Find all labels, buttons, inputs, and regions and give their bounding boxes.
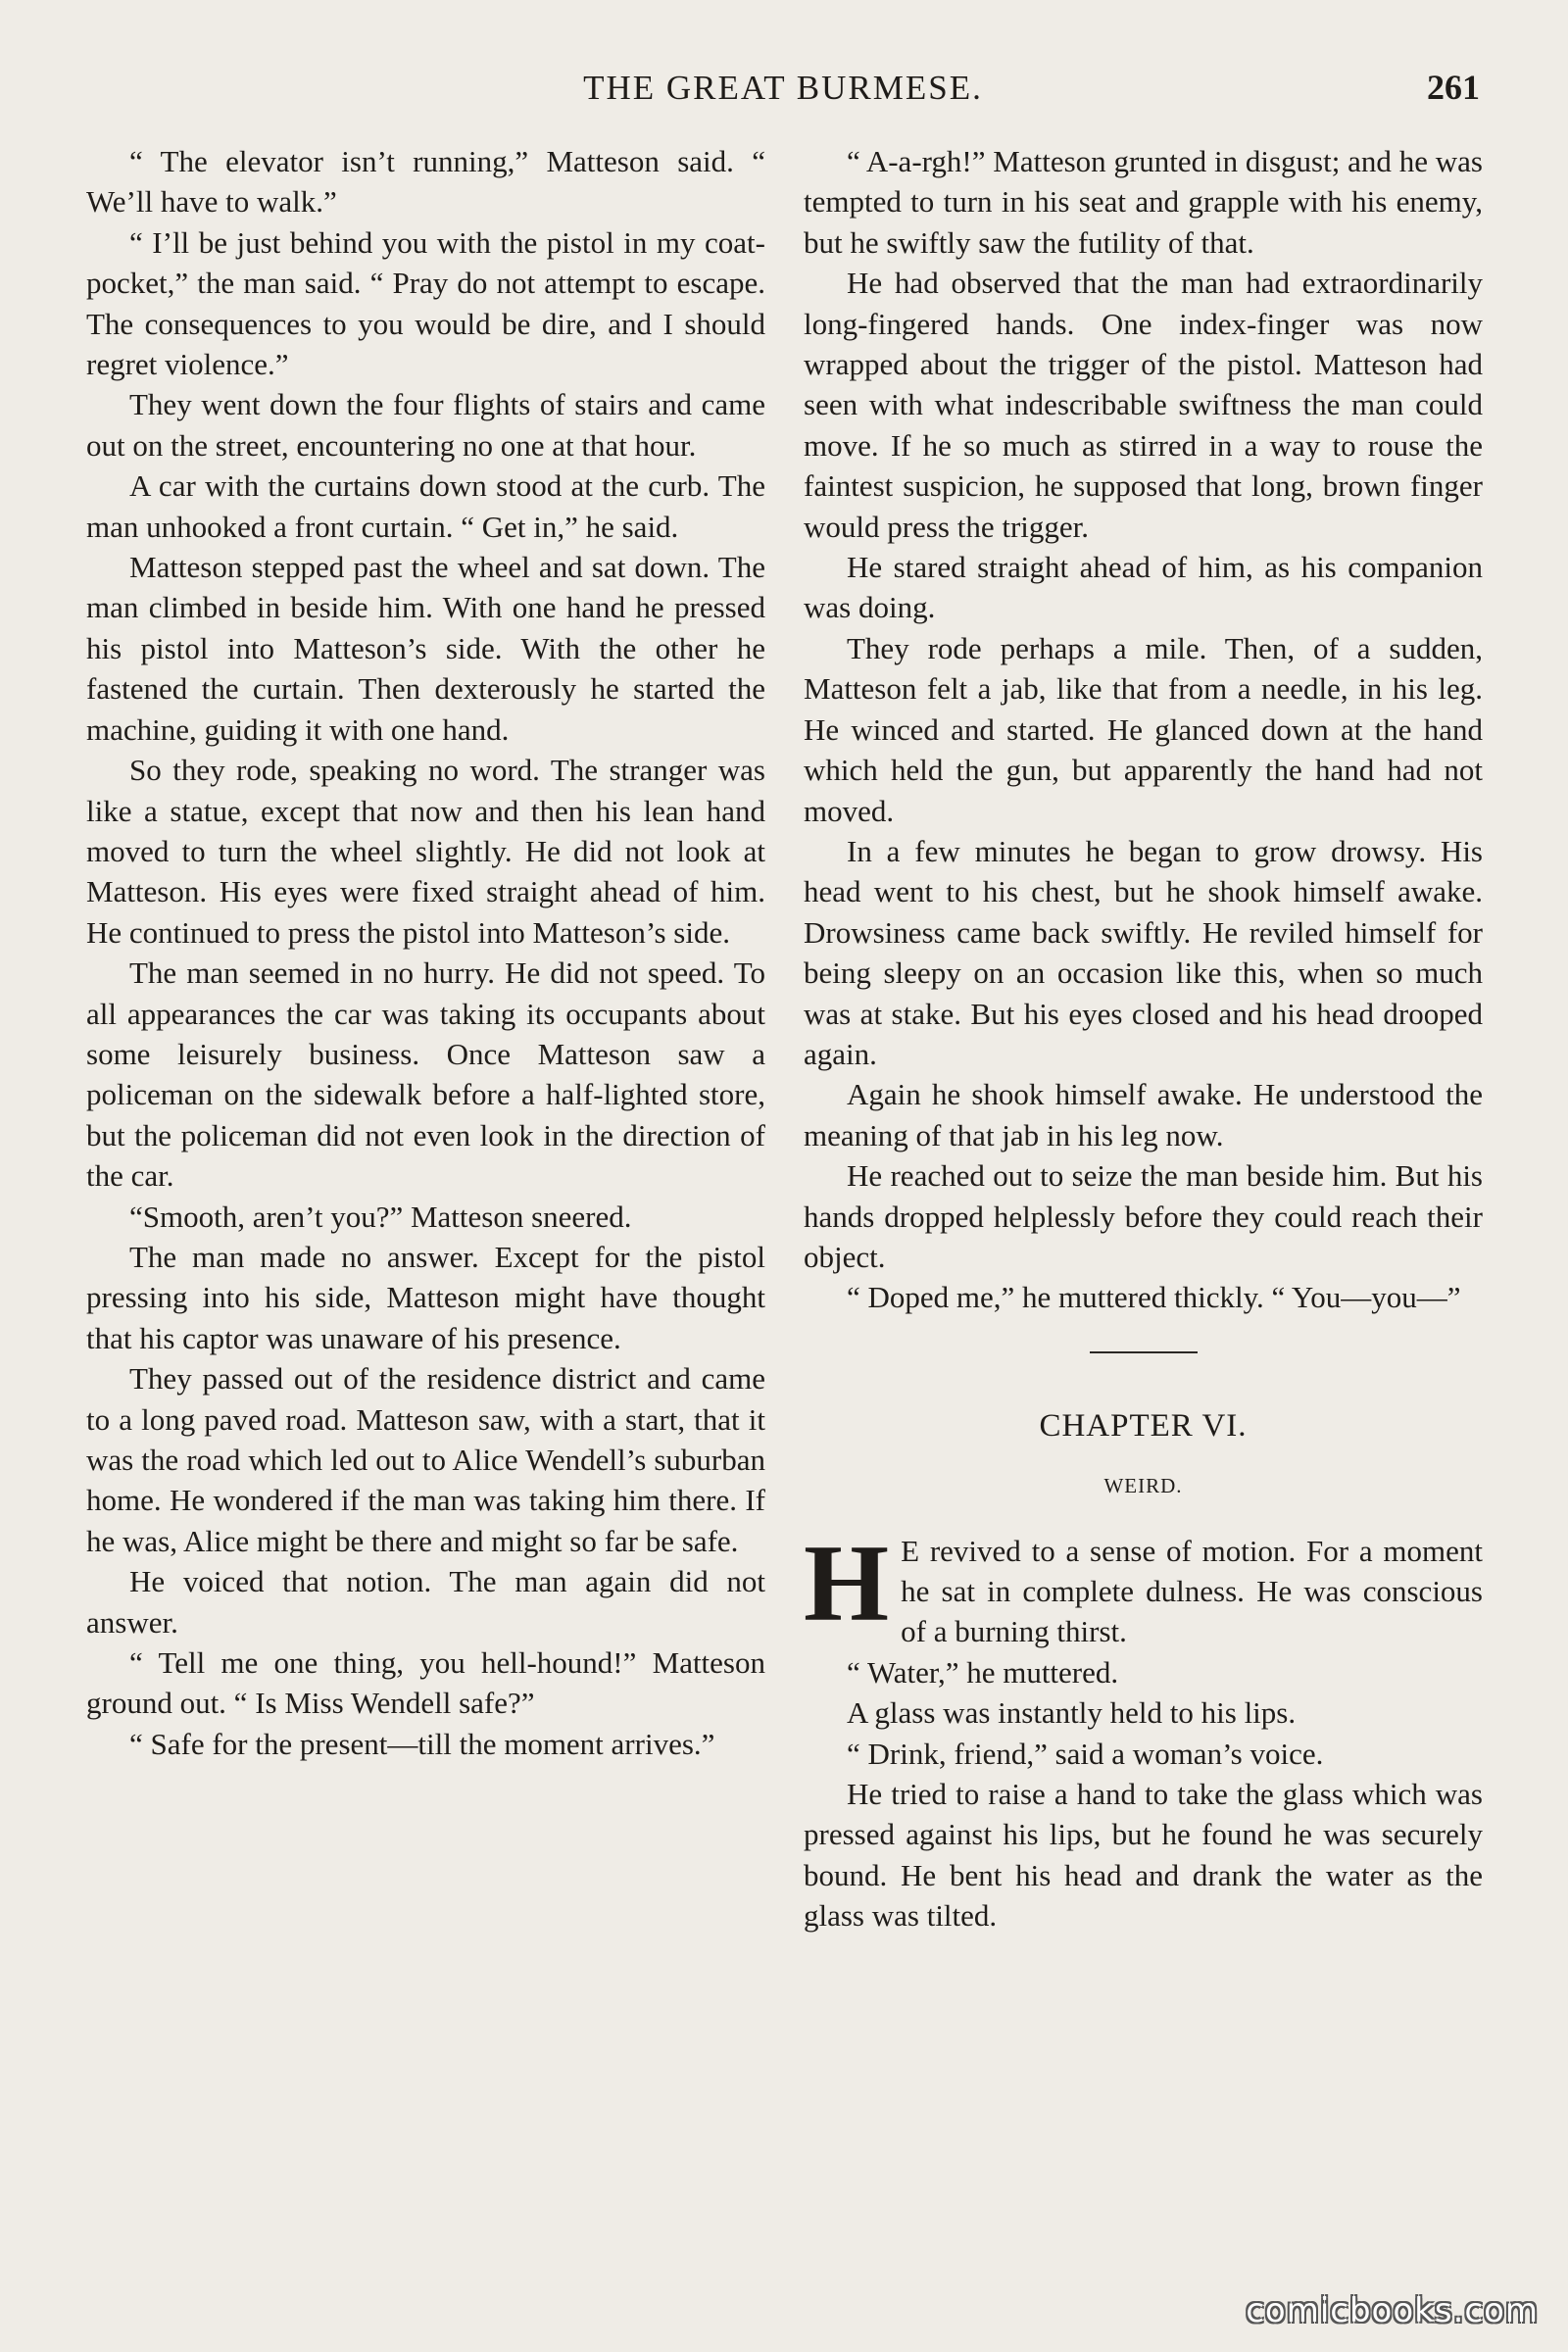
- paragraph: “ A-a-rgh!” Matteson grunted in disgust; and he was tempted to turn in his seat and grapple with his enemy, but he swiftly saw the futility of that.: [804, 144, 1483, 260]
- paragraph: “ I’ll be just behind you with the pistol in my coat-pocket,” the man said. “ Pray do not attempt to escape. The consequences to you would be dire, and I should regret violence.”: [86, 224, 765, 382]
- paragraph: “Smooth, aren’t you?” Matteson sneered.: [129, 1199, 632, 1234]
- paragraph: A glass was instantly held to his lips.: [847, 1695, 1297, 1731]
- paragraph: Matteson stepped past the wheel and sat down. The man climbed in beside him. With one hand he pressed his pistol into Matteson’s side. With the other he fastened the curtain. Then dexterously he started the machine, guiding it with one hand.: [86, 550, 765, 747]
- paragraph: “ Doped me,” he muttered thickly. “ You—you—”: [847, 1280, 1461, 1315]
- paragraph: “ Tell me one thing, you hell-hound!” Matteson ground out. “ Is Miss Wendell safe?”: [86, 1645, 765, 1721]
- paragraph: The man made no answer. Except for the pistol pressing into his side, Matteson might have thought that his captor was unaware of his presence.: [86, 1239, 765, 1355]
- paragraph: So they rode, speaking no word. The stranger was like a statue, except that now and then his lean hand moved to turn the wheel slightly. He did not look at Matteson. His eyes were fixed straight ahead of him. He continued to press the pistol into Matteson’s side.: [86, 753, 765, 950]
- paragraph: The man seemed in no hurry. He did not speed. To all appearances the car was taking its occupants about some leisurely business. Once Matteson saw a policeman on the sidewalk before a half-lighted store, but the policeman did not even look in the direction of the car.: [86, 956, 765, 1194]
- paragraph: They rode perhaps a mile. Then, of a sudden, Matteson felt a jab, like that from a needle, in his leg. He winced and started. He glanced down at the hand which held the gun, but apparently the hand had not moved.: [804, 630, 1483, 828]
- page-header: [86, 65, 1480, 114]
- chapter-title: CHAPTER VI.: [1039, 1407, 1248, 1444]
- paragraph: They went down the four flights of stairs and came out on the street, encountering no one at that hour.: [86, 387, 765, 463]
- paragraph: “ Water,” he muttered.: [847, 1654, 1119, 1690]
- drop-cap: H: [804, 1522, 890, 1644]
- paragraph: A car with the curtains down stood at the curb. The man unhooked a front curtain. “ Get in,” he said.: [86, 468, 765, 544]
- paragraph: “ Drink, friend,” said a woman’s voice.: [847, 1736, 1324, 1771]
- section-divider: [1090, 1351, 1198, 1353]
- paragraph: “ The elevator isn’t running,” Matteson said. “ We’ll have to walk.”: [86, 144, 765, 220]
- paragraph: He stared straight ahead of him, as his companion was doing.: [804, 550, 1483, 625]
- page-number: 261: [1427, 68, 1480, 107]
- paragraph: He tried to raise a hand to take the glass which was pressed against his lips, but he found he was securely bound. He bent his head and drank the water as the glass was tilted.: [804, 1777, 1483, 1934]
- watermark: comicbooks.com: [1246, 2291, 1539, 2330]
- chapter-opening-paragraph: [804, 1522, 1483, 1652]
- paragraph: He voiced that notion. The man again did not answer.: [86, 1564, 765, 1640]
- opening-text: E revived to a sense of motion. For a moment he sat in complete dulness. He was conscious of a burning thirst.: [901, 1533, 1483, 1649]
- right-column: [804, 141, 1483, 1936]
- paragraph: He had observed that the man had extraordinarily long-fingered hands. One index-finger was now wrapped about the trigger of the pistol. Matteson had seen with what indescribable swiftness the man could move. If he so much as stirred in a way to rouse the faintest suspicion, he supposed that long, brown finger would press the trigger.: [804, 266, 1483, 544]
- left-column: [86, 141, 765, 1764]
- running-title: THE GREAT BURMESE.: [583, 69, 983, 107]
- chapter-subtitle: WEIRD.: [1103, 1474, 1183, 1498]
- paragraph: They passed out of the residence district and came to a long paved road. Matteson saw, with a start, that it was the road which led out to Alice Wendell’s suburban home. He wondered if the man was taking him there. If he was, Alice might be there and might so far be safe.: [86, 1361, 765, 1558]
- paragraph: In a few minutes he began to grow drowsy. His head went to his chest, but he shook himself awake. Drowsiness came back swiftly. He reviled himself for being sleepy on an occasion like this, when so much was at stake. But his eyes closed and his head drooped again.: [804, 833, 1483, 1071]
- paragraph: Again he shook himself awake. He understood the meaning of that jab in his leg now.: [804, 1077, 1483, 1152]
- paragraph: “ Safe for the present—till the moment arrives.”: [129, 1726, 715, 1761]
- paragraph: He reached out to seize the man beside him. But his hands dropped helplessly before they could reach their object.: [804, 1158, 1483, 1274]
